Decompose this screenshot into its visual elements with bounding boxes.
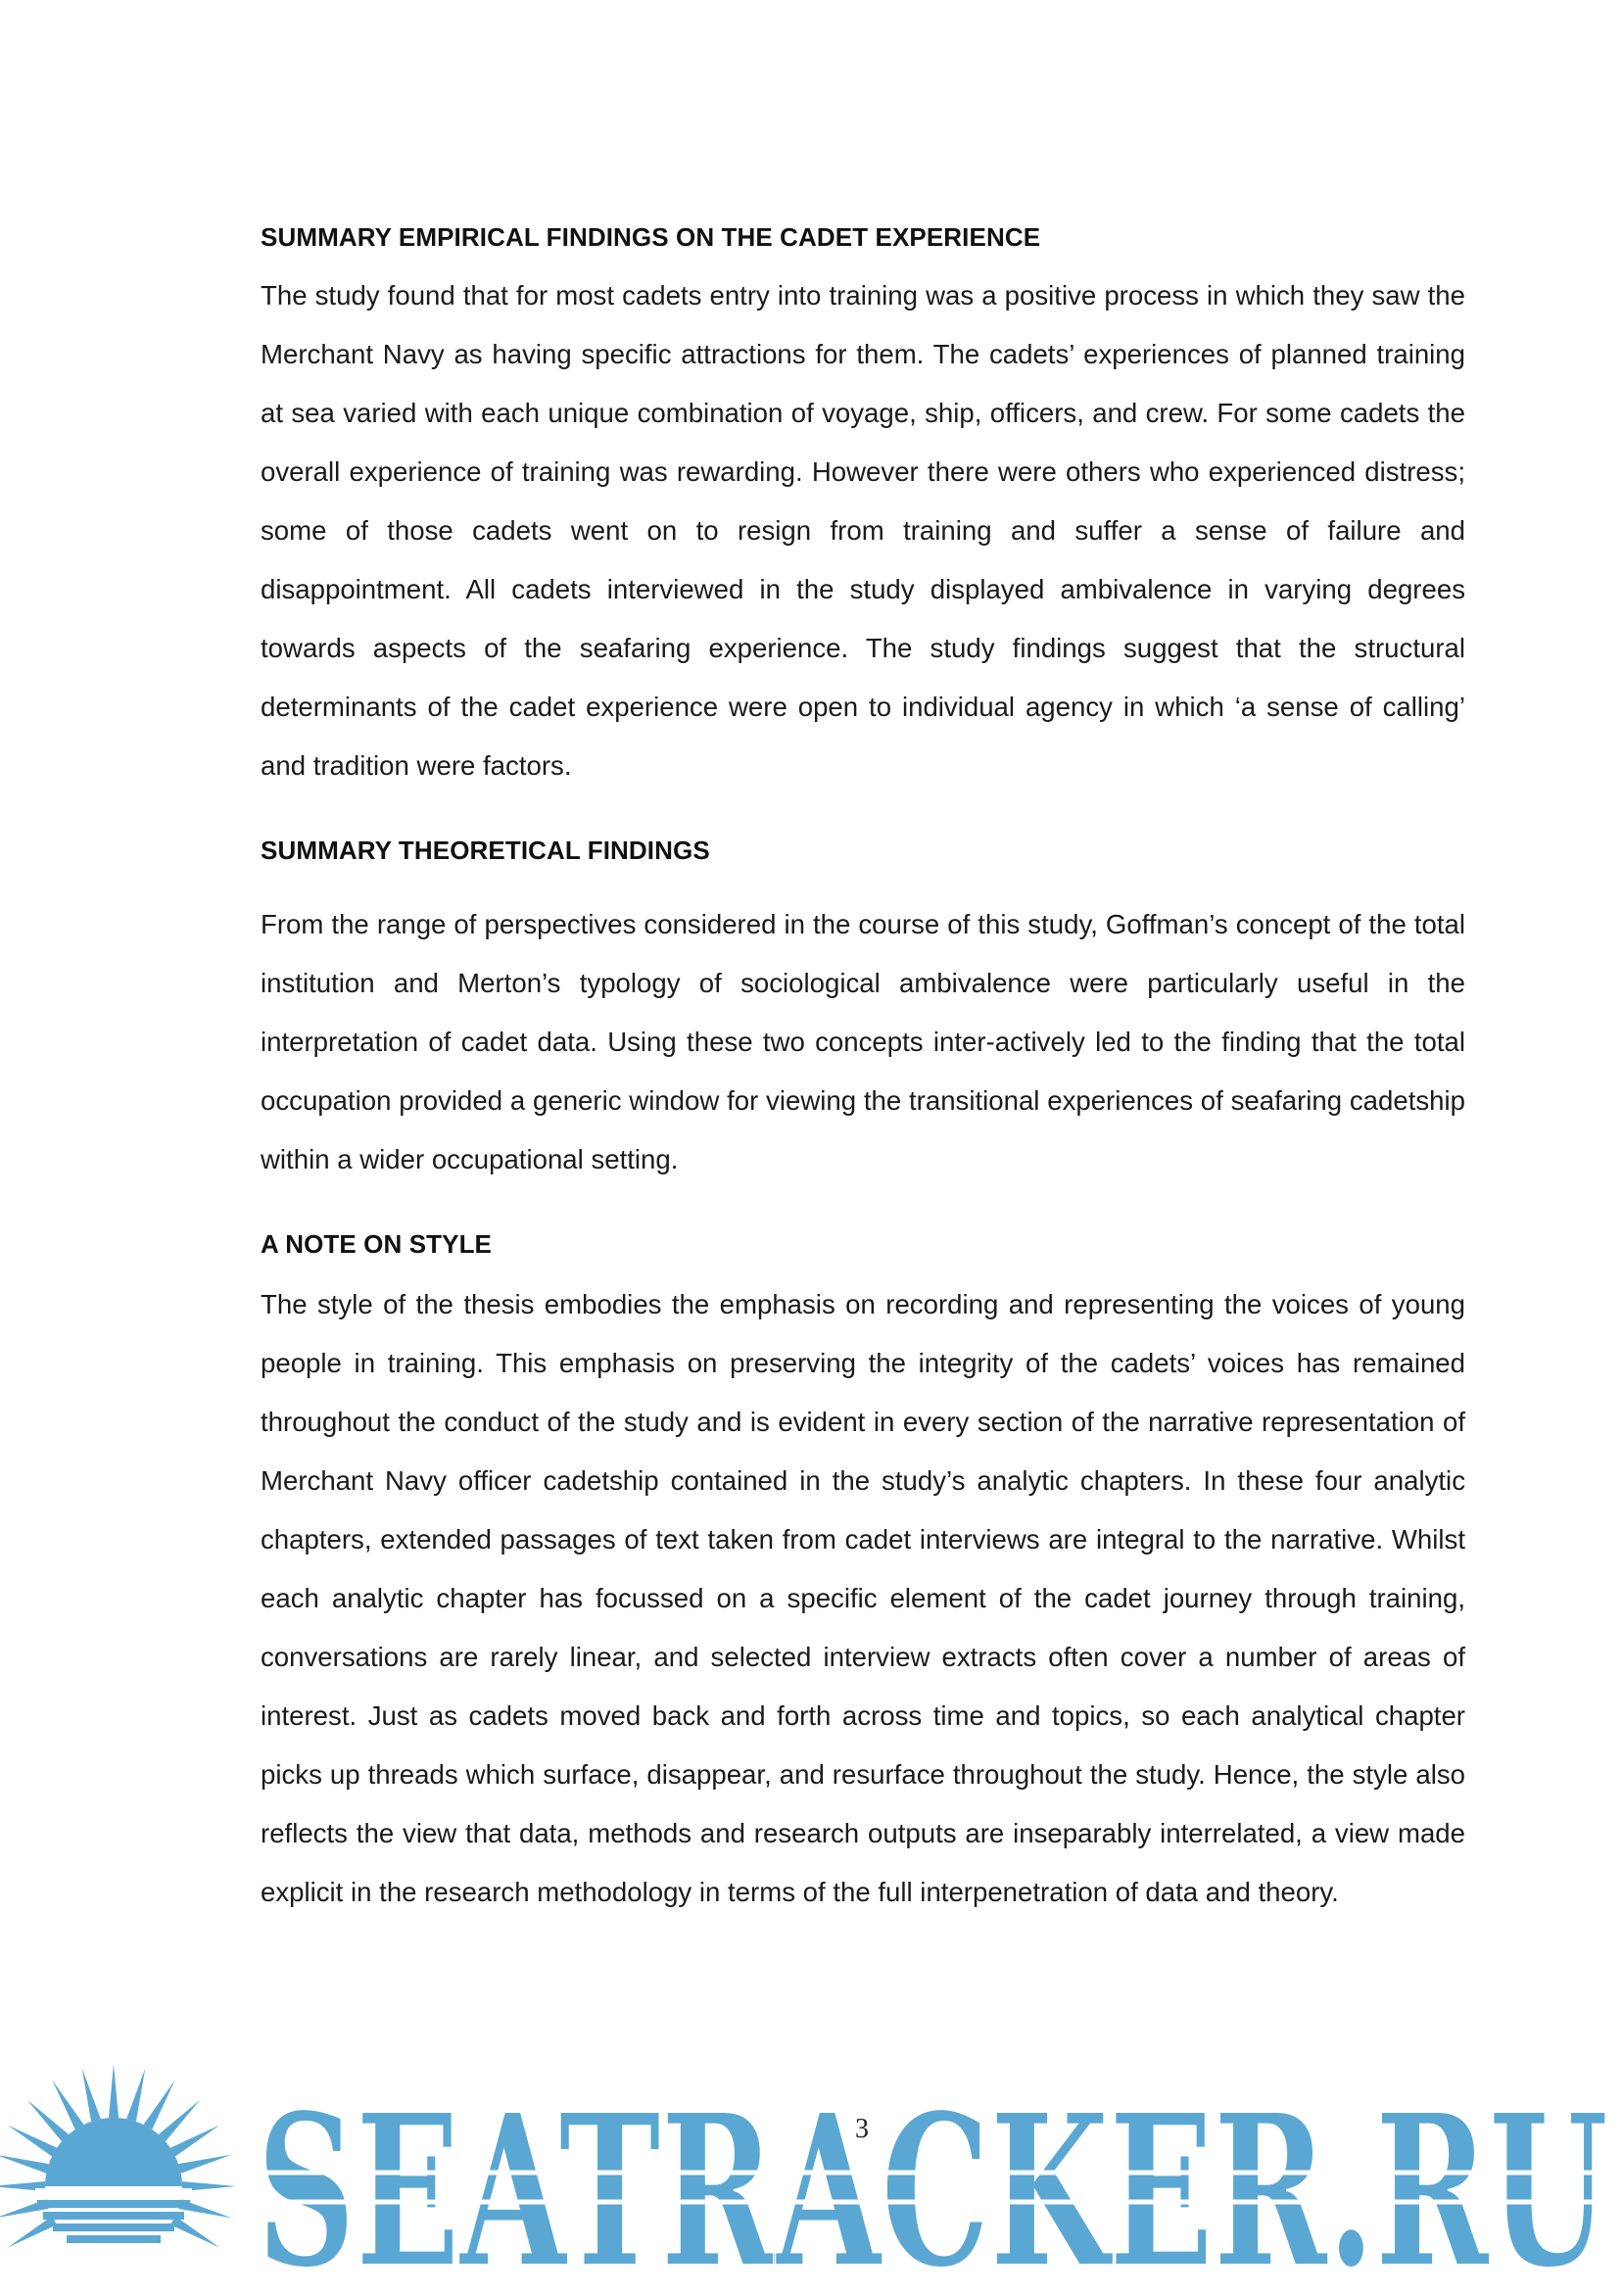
document-page-content (261, 212, 1465, 1922)
sun-over-sea-icon (0, 2064, 236, 2255)
sun-ray (8, 2217, 57, 2248)
sun-ray (27, 2100, 70, 2142)
section-body-empirical-findings: The study found that for most cadets entry into training was a positive process in which they saw the Merchant Navy as having specific attractions for them. The cadets’ experiences of planned training at sea varied with each unique combination of voyage, ship, officers, and crew. For some cadets the overall experience of training was rewarding. However there were others who experienced distress; some of those cadets went on to resign from training and suffer a sense of failure and disappointment. All cadets interviewed in the study displayed ambivalence in varying degrees towards aspects of the seafaring experience. The study findings suggest that the structural determinants of the cadet experience were open to individual agency in which ‘a sense of calling’ and tradition were factors. (261, 280, 1465, 781)
sun-ray (170, 2126, 219, 2157)
sun-ray (126, 2068, 145, 2122)
page-number: 3 (855, 2114, 869, 2144)
sun-ray (159, 2100, 201, 2142)
section-heading-empirical-findings: SUMMARY EMPIRICAL FINDINGS ON THE CADET EXPERIENCE (261, 222, 1041, 252)
watermark-text: SEATRACKER.RU (257, 2069, 1608, 2291)
watermark-graphic (0, 2057, 1622, 2291)
section-body-theoretical-findings: From the range of perspectives considered in the course of this study, Goffman’s concept of the total institution and Merton’s typology of sociological ambivalence were particularly useful in the interpretation of cadet data. Using these two concepts inter-actively led to the finding that the total occupation provided a generic window for viewing the transitional experiences of seafaring cadetship within a wider occupational setting. (261, 909, 1465, 1174)
sun-ray (82, 2068, 101, 2122)
section-heading-note-on-style: A NOTE ON STYLE (261, 1229, 492, 1259)
sun-ray (170, 2217, 219, 2248)
sun-ray (178, 2155, 232, 2174)
sun-ray (144, 2081, 175, 2129)
sun-ray (8, 2126, 57, 2157)
sun-ray (109, 2064, 119, 2118)
section-heading-theoretical-findings: SUMMARY THEORETICAL FINDINGS (261, 836, 710, 865)
sun-ray (0, 2155, 49, 2174)
watermark (0, 2057, 1622, 2291)
sun-ray (53, 2081, 84, 2129)
section-body-note-on-style: The style of the thesis embodies the emphasis on recording and representing the voices of young people in training. This emphasis on preserving the integrity of the cadets’ voices has remained throughout the conduct of the study and is evident in every section of the narrative representation of Merchant Navy officer cadetship contained in the study’s analytic chapters. In these four analytic chapters, extended passages of text taken from cadet interviews are integral to the narrative. Whilst each analytic chapter has focussed on a specific element of the cadet journey through training, conversations are rarely linear, and selected interview extracts often cover a number of areas of interest. Just as cadets moved back and forth across time and topics, so each analytical chapter picks up threads which surface, disappear, and resurface throughout the study. Hence, the style also reflects the view that data, methods and research outputs are inseparably interrelated, a view made explicit in the research methodology in terms of the full interpenetration of data and theory. (261, 1289, 1465, 1907)
